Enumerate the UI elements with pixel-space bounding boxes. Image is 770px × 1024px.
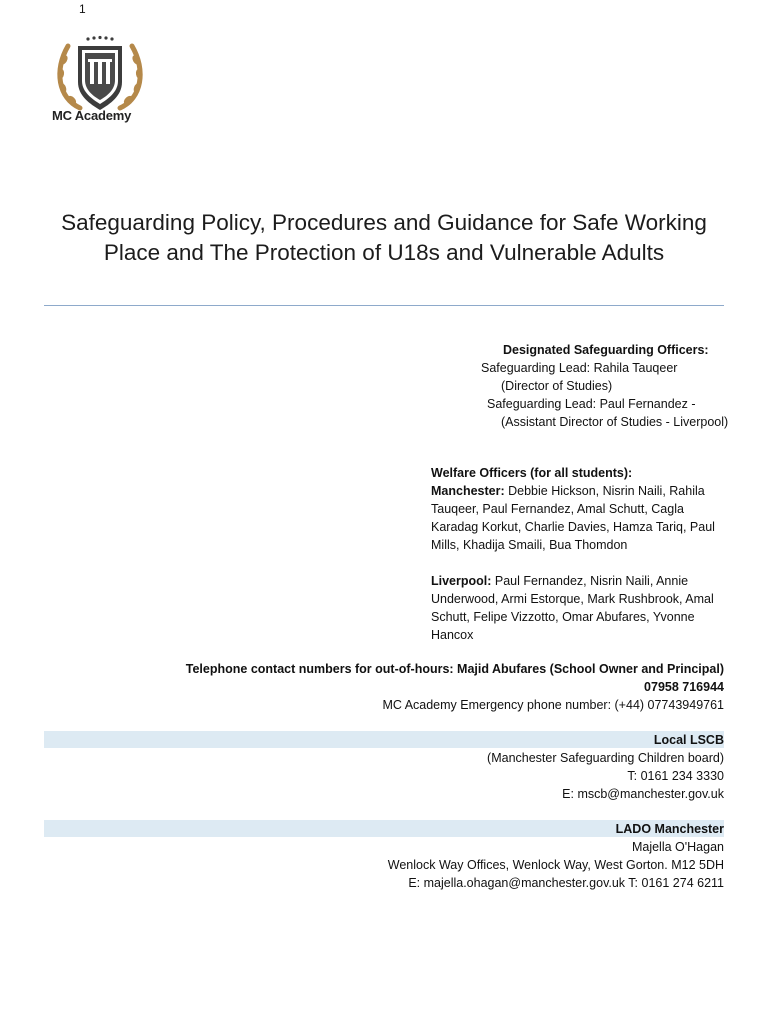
lado-email-phone: E: majella.ohagan@manchester.gov.uk T: 0161 274 6211 xyxy=(408,876,724,890)
lscb-email: E: mscb@manchester.gov.uk xyxy=(562,787,724,801)
lscb-heading: Local LSCB xyxy=(653,733,724,747)
designated-officers-section xyxy=(470,341,728,431)
page-number: 1 xyxy=(79,2,86,16)
lscb-phone: T: 0161 234 3330 xyxy=(627,769,724,783)
welfare-officers-section xyxy=(431,464,731,662)
emergency-phone: MC Academy Emergency phone number: (+44) 07743949761 xyxy=(382,698,724,712)
logo-wordmark: MC Academy xyxy=(52,108,132,123)
liverpool-welfare-list xyxy=(431,572,731,644)
lado-heading: LADO Manchester xyxy=(615,822,724,836)
welfare-heading: Welfare Officers (for all students): xyxy=(431,466,633,480)
lscb-board: (Manchester Safeguarding Children board) xyxy=(487,751,724,765)
manchester-label: Manchester: xyxy=(431,484,505,498)
liverpool-names: Paul Fernandez, Nisrin Naili, Annie Underwood, Armi Estorque, Mark Rushbrook, Amal Schutt, Felipe Vizzotto, Omar Abufares, Yvonne Hancox xyxy=(431,574,714,642)
out-of-hours-section xyxy=(44,660,724,714)
lado-section xyxy=(44,820,724,892)
safeguarding-lead-2-role: (Assistant Director of Studies - Liverpool) xyxy=(501,415,729,429)
title-divider xyxy=(44,305,724,306)
out-of-hours-heading: Telephone contact numbers for out-of-hours: Majid Abufares (School Owner and Principal) xyxy=(185,662,724,676)
safeguarding-lead-1-role: (Director of Studies) xyxy=(501,379,613,393)
designated-officers-heading: Designated Safeguarding Officers: xyxy=(503,343,709,357)
lscb-section xyxy=(44,731,724,803)
out-of-hours-phone: 07958 716944 xyxy=(644,680,724,694)
lado-contact-name: Majella O'Hagan xyxy=(631,840,724,854)
lado-address: Wenlock Way Offices, Wenlock Way, West Gorton. M12 5DH xyxy=(387,858,724,872)
safeguarding-lead-2: Safeguarding Lead: Paul Fernandez - xyxy=(487,397,696,411)
safeguarding-lead-1: Safeguarding Lead: Rahila Tauqeer xyxy=(481,361,678,375)
document-title: Safeguarding Policy, Procedures and Guidance for Safe Working Place and The Protection of U18s and Vulnerable Adults xyxy=(61,210,707,265)
liverpool-label: Liverpool: xyxy=(431,574,492,588)
manchester-names: Debbie Hickson, Nisrin Naili, Rahila Tauqeer, Paul Fernandez, Amal Schutt, Cagla Karadag Korkut, Charlie Davies, Hamza Tariq, Paul Mills, Khadija Smaili, Bua Thomdon xyxy=(431,484,715,552)
manchester-welfare-list xyxy=(431,482,731,554)
